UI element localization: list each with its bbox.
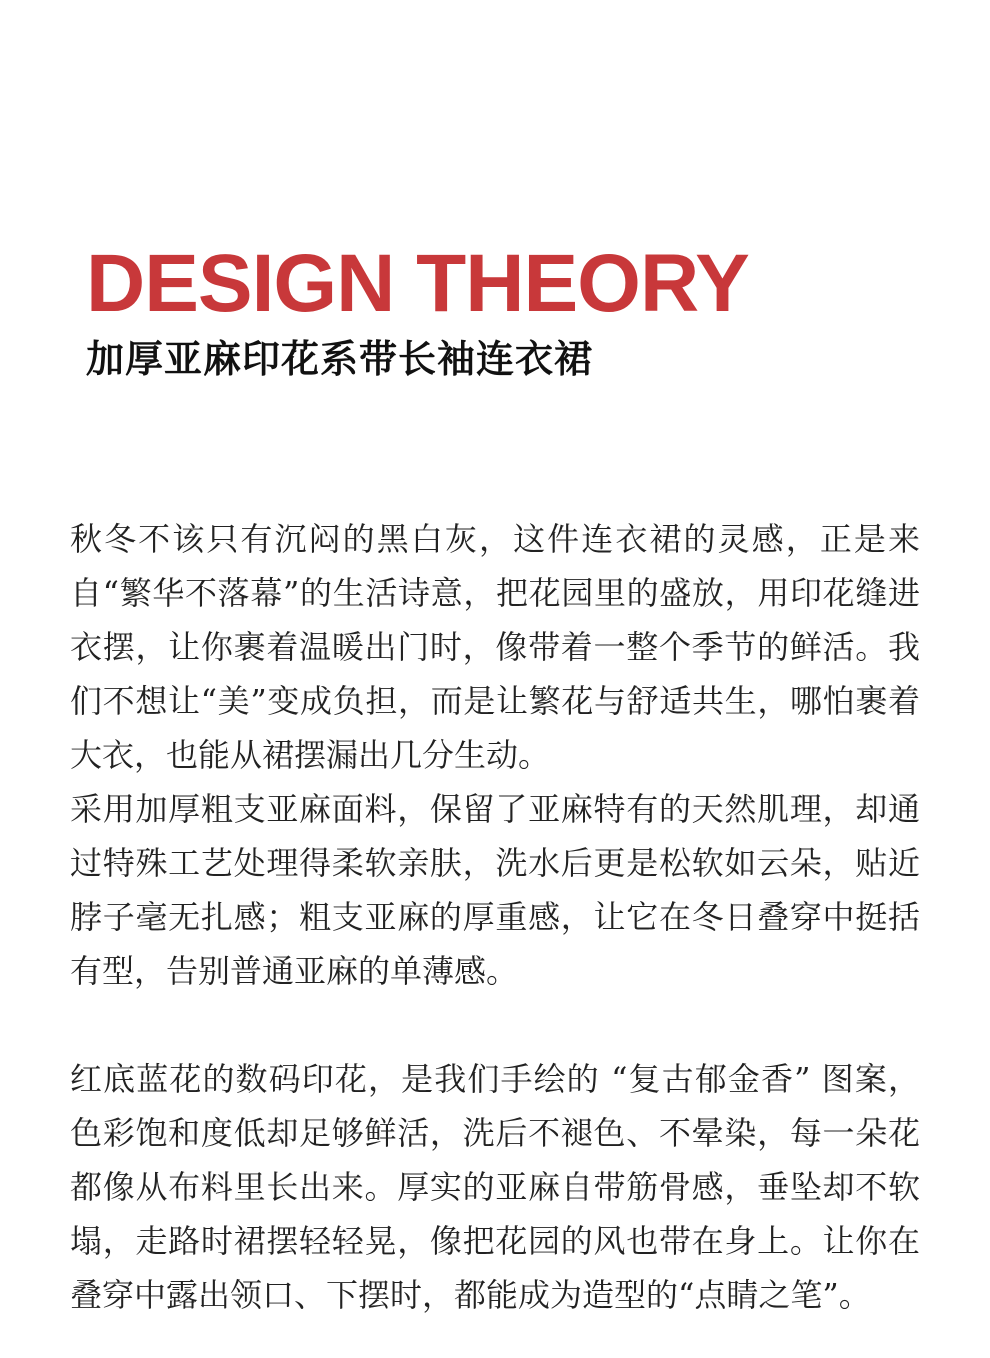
body-text (70, 512, 920, 1322)
title-english: DESIGN THEORY (86, 238, 749, 329)
paragraph-print: 红底蓝花的数码印花，是我们手绘的 “复古郁金香” 图案，色彩饱和度低却足够鲜活，洗后不褪色、不晕染，每一朵花都像从布料里长出来。厚实的亚麻自带筋骨感，垂坠却不软塌，走路时裙摆轻轻晃，像把花园的风也带在身上。让你在叠穿中露出领口、下摆时，都能成为造型的“点睛之笔”。 (70, 1060, 920, 1314)
paragraph-inspiration: 秋冬不该只有沉闷的黑白灰，这件连衣裙的灵感，正是来自“繁华不落幕”的生活诗意，把花园里的盛放，用印花缝进衣摆，让你裹着温暖出门时，像带着一整个季节的鲜活。我们不想让“美”变成负担，而是让繁花与舒适共生，哪怕裹着大衣，也能从裙摆漏出几分生动。 (70, 520, 920, 774)
paragraph-fabric: 采用加厚粗支亚麻面料，保留了亚麻特有的天然肌理，却通过特殊工艺处理得柔软亲肤，洗水后更是松软如云朵，贴近脖子毫无扎感；粗支亚麻的厚重感，让它在冬日叠穿中挺括有型，告别普通亚麻的单薄感。 (70, 790, 920, 990)
title-chinese: 加厚亚麻印花系带长袖连衣裙 (86, 337, 594, 381)
